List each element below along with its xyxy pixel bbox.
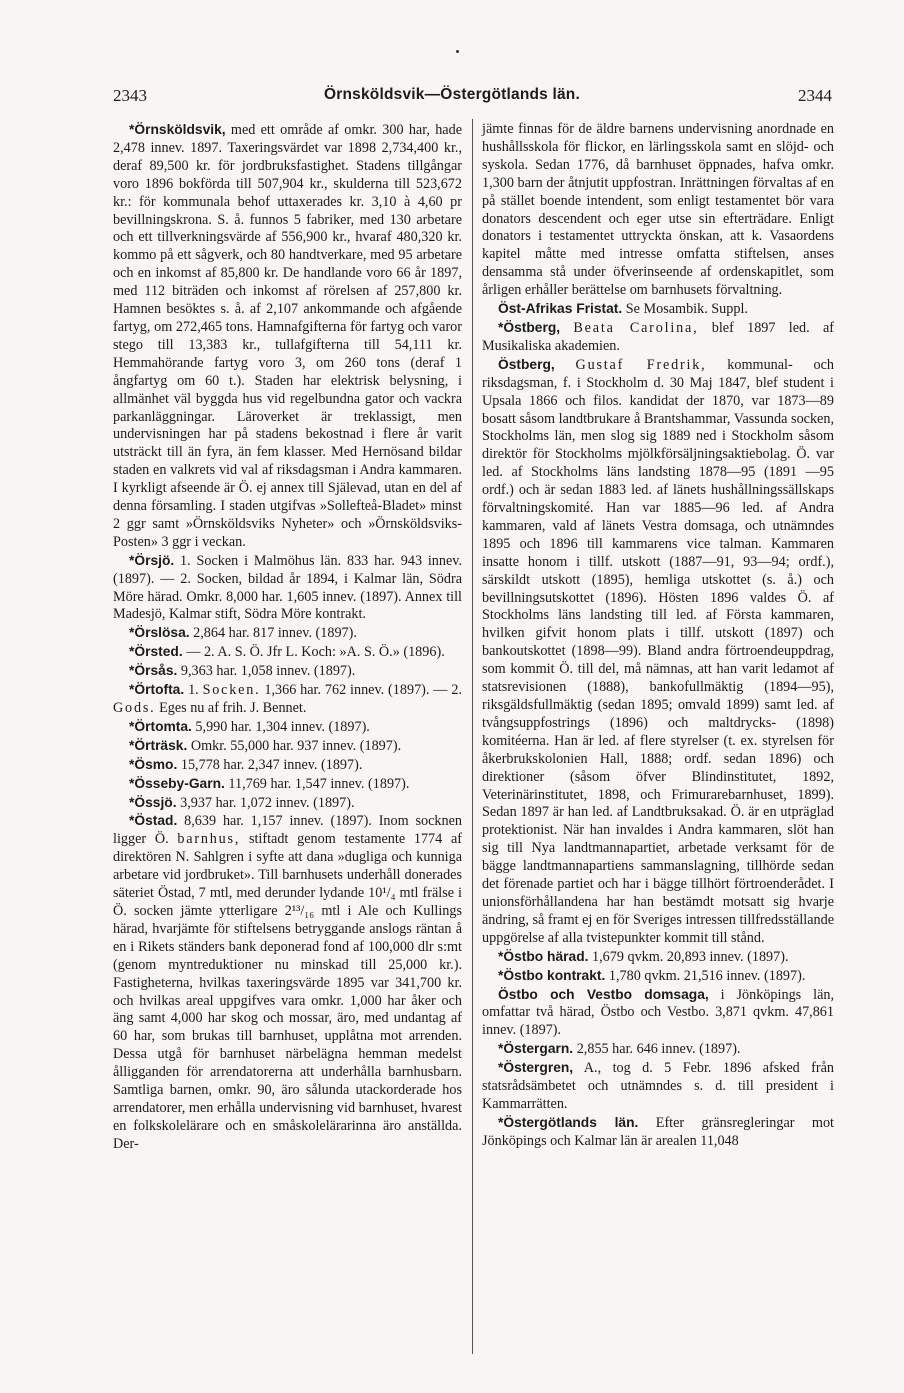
entry-text: kommunal- och riksdagsman, f. i Stockholm d. 30 Maj 1847, blef student i Upsala 1866 och filos. kandidat der 1870, var 1873—89 bosatt såsom landtbrukare å Brantshammar, Vassunda socken, Stockholms län, men slog sig 1889 ned i Stockholm såsom direktör för Stockholms mjölkförsäljningsaktiebolag. Ö. var led. af Stockholms läns landsting 1878—95 (1891 —95 ordf.) och är sedan 1883 led. af länets hushållningssällskaps förvaltningskomité. Han var 1885—96 led. af Andra kammaren, vald af länets Vestra domsaga, och utnämndes 1895 och 1896 till kammarens vice talman. Kammaren insatte honom i tillf. utskott (1887—91, 93—94; ordf.), särskildt utskott (1895), hemliga utskottet (s. å.) och bevillningsutskottet (1896). Hösten 1896 valdes Ö. af Stockholms läns landsting till led. af Första kammaren, hvilken gifvit honom plats i tillf. utskott (1897) och bankoutskottet (1898—99). Bland andra förtroendeuppdrag, som kommit Ö. till del, må nämnas, att han varit ledamot af statsrevisionen (1888), bankofullmäktig (1894—95), riksgäldsfullmäktig (sedan 1895; omvald 1899) samt led. af tvångsuppfostrings (1896) och maltdrycks- (1898) komitéerna. Han är led. af flere styrelser (t. ex. styrelsen för åkerbrukskolonien Hall, 1888; ordf. sedan 1896) och direktioner (såsom öfver Blindinstitutet, 1892, Veterinärinstitutet, 1898, och Frimurarebarnhuset, 1899). Sedan 1897 är han led. af Landtbruksakad. Ö. är en utpräglad protektionist. När han invaldes i Andra kammaren, slöt han sig till Nya landtmannapartiet, arbetade verksamt för de bägge landtmannapartiens sammanslagning, tillhörde sedan det förenade partiet och har i bägge tillhört förtroenderådet. I unionsförhållandena har han bestämdt motsatt sig hvarje ändring, så framt ej en för Sveriges intressen tillfredsställande uppgörelse af alla tvistepunkter kommit till stånd.: [482, 356, 835, 946]
page-header: [0, 86, 904, 110]
headword: *Örsted.: [129, 644, 183, 660]
entry-text: [560, 320, 573, 336]
entry-ostberg-gustaf: [482, 356, 834, 948]
headword: *Örtomta.: [129, 718, 192, 734]
entry-text: stiftadt genom testamente 1774 af direktören N. Sahlgren i syfte att dana »dugliga och kunniga arbetare vid jordbruket». Till barnhusets underhåll donerades säteriet Östad, 7 mtl, med derunder lydande 10¹/₄ mtl frälse i Ö. socken jämte ytterligare 2¹³/₁₆ mtl i Ale och Kullings härad, hvarjämte för stiftelsens betryggande anslogs räntan å en i Rikets ständers bank deponerad fond af 100,000 dlr s:mt (genom myntreduktioner nu minskad till 25,000 kr.). Fastigheterna, hvilkas taxeringsvärde 1895 var 341,700 kr. och hvilkas areal uppgifves vara omkr. 1,000 har åker och äng samt 4,000 har skog och mossar, äro, med undantag af 60 har, som brukas till barnhuset, upplåtna mot arrenden. Dessa utgå för barnhuset närbelägna hemman medelst ålligganden för arrendatorerna att underhålla barnhusbarn. Samtliga barnen, omkr. 90, äro sålunda utackorderade hos arrendatorer, men erhålla undervisning vid barnhuset, hvarest en folkskolelärare och en småskolelärarinna äro anställda. Der-: [113, 831, 462, 1152]
running-title: Örnsköldsvik—Östergötlands län.: [324, 86, 580, 103]
entry-text: — 2. A. S. Ö. Jfr L. Koch: »A. S. Ö.» (1896).: [182, 644, 445, 661]
entry-text: 8,639 har. 1,157 innev. (1897). Inom socknen ligger Ö.: [113, 813, 462, 848]
left-column: [113, 121, 462, 1154]
entry-text: 5,990 har. 1,304 innev. (1897).: [191, 718, 370, 735]
headword: *Östbo härad.: [498, 948, 589, 964]
entry-text: 11,769 har. 1,547 innev. (1897).: [224, 775, 410, 792]
spaced-text: Gustaf Fredrik,: [575, 356, 707, 373]
entry-orsas: [113, 662, 462, 681]
headword: *Östergren,: [498, 1060, 574, 1076]
entry-ossjo: [113, 794, 462, 813]
headword: *Örsjö.: [129, 552, 175, 568]
entry-ost-afrikas-fristat: [482, 300, 834, 319]
entry-ostbo-harad: [482, 948, 834, 967]
entry-ornskoldsvik: [113, 121, 462, 552]
headword: *Örsås.: [129, 663, 178, 679]
entry-text: 15,778 har. 2,347 innev. (1897).: [177, 756, 363, 773]
entry-osmo: [113, 756, 462, 775]
headword: *Ösmo.: [129, 756, 178, 772]
entry-text: 1,679 qvkm. 20,893 innev. (1897).: [588, 948, 789, 965]
page-number-left: 2343: [113, 86, 147, 105]
entry-text: 1.: [184, 682, 203, 699]
headword: *Össjö.: [129, 794, 177, 810]
entry-text: 1,366 har. 762 innev. (1897). — 2.: [260, 682, 462, 699]
entry-ortofta: [113, 681, 462, 718]
headword: *Örtofta.: [129, 682, 185, 698]
entry-ostberg-beata: [482, 319, 834, 356]
entry-ostergotlands-lan: [482, 1114, 834, 1151]
entry-ostergarn: [482, 1040, 834, 1059]
headword: *Össeby-Garn.: [129, 775, 225, 791]
headword: *Örnsköldsvik,: [129, 122, 226, 137]
entry-ostad-continued: jämte finnas för de äldre barnens undervisning anordnade en hushållsskola för flickor, en lärlingsskola samt en slöjd- och syskola. Sedan 1776, då barnhuset öppnades, hafva omkr. 1,300 barn der åtnjutit uppfostran. Inrättningen förvaltas af en på stället boende intendent, som enligt testamentet bör vara donators descendent och eger utse sin efterträdare. Enligt donators i testamentet uttryckta önskan, att k. Vasaordens kapitel måtte med intresse omfatta stiftelsen, anses densamma stå under öfverinseende af ordenskapitlet, som årligen erhåller berättelse om barnhusets förvaltning.: [482, 121, 834, 299]
entry-ostbo-kontrakt: [482, 967, 834, 986]
entry-text: 1,780 qvkm. 21,516 innev. (1897).: [605, 967, 806, 984]
entry-text: Eges nu af frih. J. Bennet.: [155, 700, 307, 716]
headword: *Örslösa.: [129, 625, 190, 641]
headword: Östbo och Vestbo domsaga,: [498, 986, 709, 1002]
spaced-text: Gods.: [113, 700, 156, 716]
entry-ostergren: [482, 1059, 834, 1114]
entry-text: Omkr. 55,000 har. 937 innev. (1897).: [187, 737, 402, 754]
entry-ostad: [113, 812, 462, 1153]
entry-text: 2,855 har. 646 innev. (1897).: [573, 1041, 741, 1058]
spaced-text: barnhus,: [177, 831, 241, 848]
headword: *Östergötlands län.: [498, 1114, 639, 1130]
spaced-text: Socken.: [202, 682, 261, 699]
headword: *Östbo kontrakt.: [498, 967, 606, 983]
entry-text: Se Mosambik. Suppl.: [622, 301, 748, 318]
print-speck: [456, 50, 459, 53]
spaced-text: Beata Carolina,: [573, 319, 699, 336]
entry-ortrask: [113, 737, 462, 756]
headword: Öst-Afrikas Fristat.: [498, 301, 623, 317]
entry-orslosa: [113, 624, 462, 643]
entry-text: i Jönköpings län, omfattar två härad, Östbo och Vestbo. 3,871 qvkm. 47,861 innev. (1897).: [482, 986, 835, 1039]
headword: Östberg,: [498, 356, 555, 372]
entry-text: A., tog d. 5 Febr. 1896 afsked från statsrådsämbetet och utnämndes s. d. till president i Kammarrätten.: [482, 1060, 834, 1112]
headword: *Östad.: [129, 813, 178, 829]
entry-text: med ett område af omkr. 300 har, hade 2,478 innev. 1897. Taxeringsvärdet var 1898 2,734,400 kr., deraf 89,500 kr. för jordbruksfastighet. Stadens tillgångar voro 1896 bokförda till 507,904 kr., skulderna till 523,672 kr.: för kommunala behof uttaxerades kr. 3,10 à 4,60 pr bevillningskrona. S. å. funnos 5 fabriker, med 130 arbetare och ett tillverkningsvärde af 556,900 kr., hvaraf 480,320 kr. kommo på ett sågverk, och 80 handtverkare, med 95 arbetare och en inkomst af 85,800 kr. De handlande voro 66 år 1897, med 112 biträden och inkomst af rörelsen af 257,800 kr. Hamnen besöktes s. å. af 2,107 ankommande och afgående fartyg, om 272,465 tons. Hamnafgifterna för fartyg och varor stego till 13,383 kr., tullafgifterna till 54,111 kr. Hemmahörande fartyg voro 3, om 260 tons (deraf 1 ångfartyg om 60 t.). Staden har elektrisk belysning, i allmänhet väl byggda hus vid regelbundna gator och vackra parkanläggningar. Läroverket är treklassigt, men undervisningen har på stadens bekostnad i flere år varit utsträckt till än fyra, än fem klasser. Med Hernösand bildar staden en valkrets vid val af riksdagsman i Andra kammaren. I kyrkligt afseende är Ö. ej annex till Själevad, utan en del af denna församling. I staden utgifvas »Sollefteå-Bladet» minst 2 ggr samt »Örnsköldsviks Nyheter» och »Örnsköldsviks-Posten» 3 ggr i veckan.: [113, 122, 462, 550]
entry-ortomta: [113, 718, 462, 737]
column-rule: [472, 119, 473, 1354]
entry-orsted: [113, 643, 462, 662]
entry-text: Efter gränsregleringar mot Jönköpings och Kalmar län är arealen 11,048: [482, 1114, 835, 1149]
entry-text: blef 1897 led. af Musikaliska akademien.: [482, 319, 834, 354]
entry-ostbo-vestbo-domsaga: [482, 986, 834, 1041]
entry-text: 9,363 har. 1,058 innev. (1897).: [177, 663, 356, 680]
entry-orsjo: [113, 552, 462, 625]
entry-text: 2,864 har. 817 innev. (1897).: [189, 625, 357, 642]
headword: *Östergarn.: [498, 1041, 574, 1057]
page-number-right: 2344: [798, 86, 832, 105]
headword: *Östberg,: [498, 319, 561, 335]
headword: *Örträsk.: [129, 737, 188, 753]
entry-osseby-garn: [113, 775, 462, 794]
entry-text: 1. Socken i Malmöhus län. 833 har. 943 innev. (1897). — 2. Socken, bildad år 1894, i Kalmar län, Södra Möre härad. Omkr. 8,000 har. 1,605 innev. (1897). Annex till Madesjö, Kalmar stift, Södra Möre kontrakt.: [113, 552, 462, 623]
entry-text: 3,937 har. 1,072 innev. (1897).: [176, 794, 355, 811]
entry-text: [555, 357, 576, 373]
right-column: [482, 121, 834, 1151]
